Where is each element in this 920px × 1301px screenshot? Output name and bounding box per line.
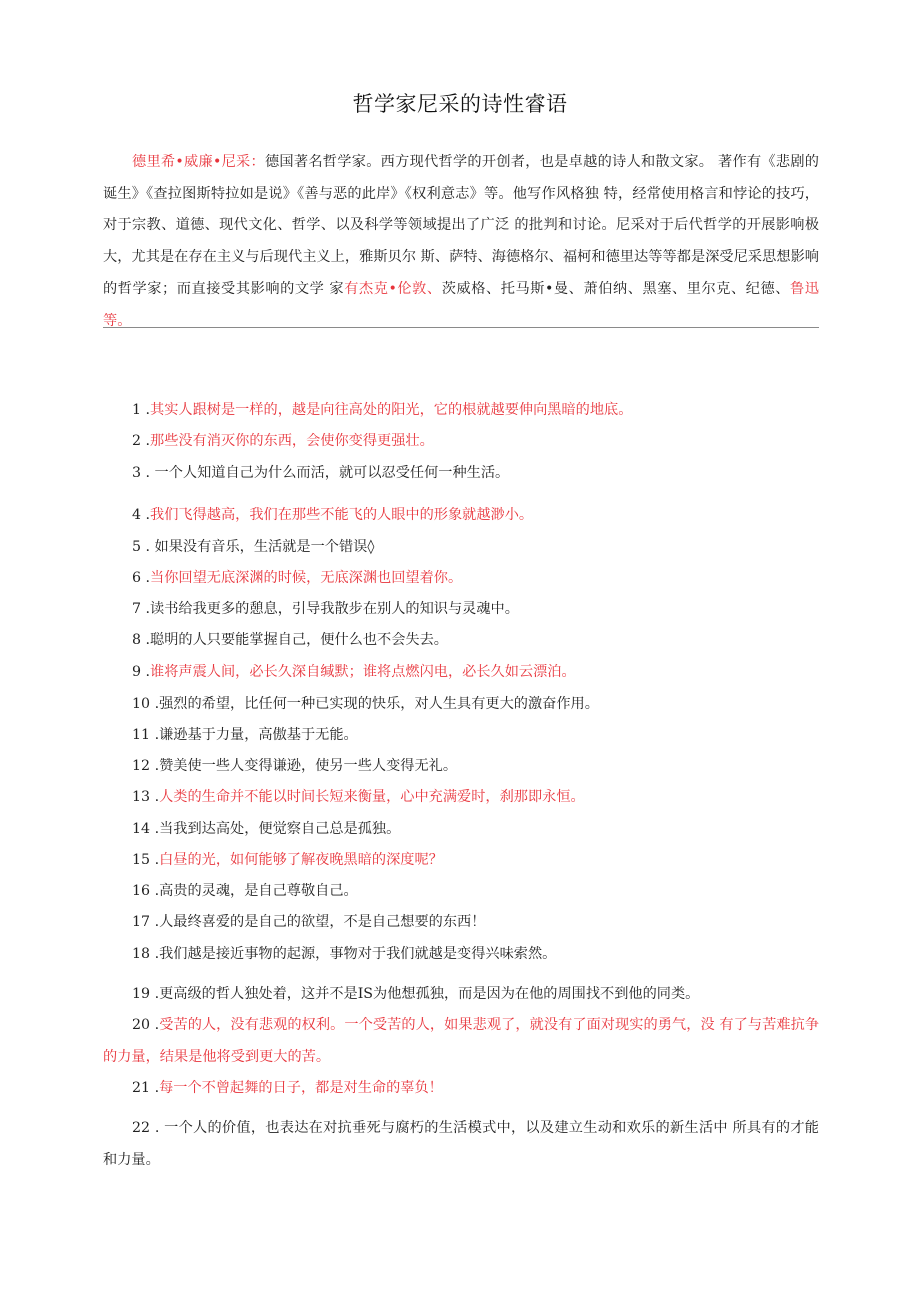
quote-text: 谦逊基于力量，高傲基于无能。: [159, 727, 358, 743]
quote-text: 高贵的灵魂，是自己尊敬自己。: [159, 883, 358, 899]
quote-item: [103, 939, 819, 971]
quote-item: [103, 594, 819, 626]
quote-number: 5 .: [132, 539, 151, 555]
quote-text: 人类的生命并不能以时间长短来衡量，心中充满爱时，刹那即永恒。: [159, 789, 585, 805]
quote-text: 一个人知道自己为什么而活，就可以忍受任何一种生活。: [150, 465, 510, 481]
intro-text-1: 德国著名哲学家。西方现代哲学的开创者，也是卓越的诗人和散文家。 著作有《悲剧的诞生》《查拉图斯特拉如是说》《善与恶的此岸》《权利意志》等。他写作风格独 特，经常使用格言和悖论的技巧，对于宗教、道德、现代文化、哲学、以及科学等领域提出了广泛 的批判和讨论。尼采对于后代哲学的开展影响极大，尤其是在存在主义与后现代主义上，雅斯贝尔 斯、萨特、海德格尔、福柯和德里达等等都是深受尼采思想影响的哲学家；而直接受其影响的文学 家: [103, 154, 819, 297]
quote-item: [103, 845, 819, 877]
quote-number: 9 .: [132, 664, 151, 680]
quote-item: [103, 625, 819, 657]
page-title: 哲学家尼采的诗性睿语: [352, 92, 568, 116]
quote-number: 19 .: [132, 986, 160, 1002]
quote-item: [103, 907, 819, 939]
quote-number: 16 .: [132, 883, 160, 899]
quote-text: 受苦的人，没有悲观的权利。一个受苦的人，如果悲观了，就没有了面对现实的勇气，没 有了与苦难抗争的力量，结果是他将受到更大的苦。: [103, 1017, 820, 1065]
quote-number: 13 .: [132, 789, 160, 805]
quote-item: [103, 1073, 819, 1105]
quote-number: 12 .: [132, 758, 160, 774]
quote-text: 聪明的人只要能掌握自己，便什么也不会失去。: [150, 632, 448, 648]
quote-number: 14 .: [132, 821, 160, 837]
quote-item: [103, 979, 819, 1011]
quote-number: 7 .: [132, 601, 151, 617]
quote-item: [103, 563, 819, 595]
quote-number: 2 .: [132, 433, 151, 449]
quote-number: 15 .: [132, 852, 160, 868]
quote-text: 人最终喜爱的是自己的欲望，不是自己想要的东西！: [159, 914, 486, 930]
quote-item: [103, 689, 819, 721]
intro-highlight-jack-london: 有杰克•伦敦、: [344, 280, 442, 297]
author-name: 德里希•威廉•尼采：: [132, 154, 265, 170]
quote-item: [103, 1113, 819, 1176]
quote-text: 谁将声震人间，必长久深自缄默；谁将点燃闪电，必长久如云漂泊。: [150, 664, 576, 680]
quote-item: [103, 876, 819, 908]
quote-text: 一个人的价值，也表达在对抗垂死与腐朽的生活模式中，以及建立生动和欢乐的新生活中 所具有的才能和力量。: [103, 1120, 819, 1168]
quote-number: 17 .: [132, 914, 160, 930]
quote-text: 我们飞得越高，我们在那些不能飞的人眼中的形象就越渺小。: [150, 507, 534, 523]
quote-number: 11 .: [132, 727, 160, 743]
quote-text: 当我到达高处，便觉察自己总是孤独。: [159, 821, 401, 837]
quote-text: 强烈的希望，比任何一种已实现的快乐，对人生具有更大的激奋作用。: [159, 696, 599, 712]
quote-item: [103, 657, 819, 689]
quote-item: [103, 395, 819, 427]
quote-text: 其实人跟树是一样的，越是向往高处的阳光，它的根就越要伸向黑暗的地底。: [150, 402, 633, 418]
quote-text: 如果没有音乐，生活就是一个错误◊: [150, 539, 375, 555]
quote-item: [103, 458, 819, 490]
intro-highlight-luxun: 鲁迅等。: [103, 280, 819, 329]
quote-item: [103, 814, 819, 846]
quote-item: [103, 500, 819, 532]
quote-item: [103, 532, 819, 564]
quote-number: 1 .: [132, 402, 151, 418]
quote-item: [103, 751, 819, 783]
quote-number: 20 .: [132, 1017, 160, 1033]
quote-number: 3 .: [132, 465, 151, 481]
quote-number: 21 .: [132, 1080, 160, 1096]
quote-item: [103, 426, 819, 458]
quote-text: 那些没有消灭你的东西，会使你变得更强壮。: [150, 433, 434, 449]
quote-text: 更高级的哲人独处着，这并不是IS为他想孤独，而是因为在他的周围找不到他的同类。: [159, 986, 700, 1002]
intro-paragraph: [103, 147, 819, 337]
quote-number: 10 .: [132, 696, 160, 712]
quote-text: 我们越是接近事物的起源，事物对于我们就越是变得兴味索然。: [159, 946, 557, 962]
intro-text-2: 茨威格、托马斯•曼、萧伯纳、黑塞、里尔克、纪德、: [441, 280, 791, 297]
quote-number: 22 .: [132, 1120, 160, 1136]
quote-number: 18 .: [132, 946, 160, 962]
quote-text: 每一个不曾起舞的日子，都是对生命的辜负！: [159, 1080, 443, 1096]
quote-item: [103, 1010, 819, 1073]
quote-item: [103, 720, 819, 752]
quote-number: 4 .: [132, 507, 151, 523]
section-divider: [103, 327, 819, 328]
quote-number: 8 .: [132, 632, 151, 648]
quote-text: 当你回望无底深渊的时候，无底深渊也回望着你。: [150, 570, 463, 586]
quote-text: 赞美使一些人变得谦逊，使另一些人变得无礼。: [159, 758, 458, 774]
quote-text: 读书给我更多的憩息，引导我散步在别人的知识与灵魂中。: [150, 601, 519, 617]
quote-number: 6 .: [132, 570, 151, 586]
quote-text: 白昼的光，如何能够了解夜晚黑暗的深度呢？: [159, 852, 443, 868]
quote-item: [103, 782, 819, 814]
